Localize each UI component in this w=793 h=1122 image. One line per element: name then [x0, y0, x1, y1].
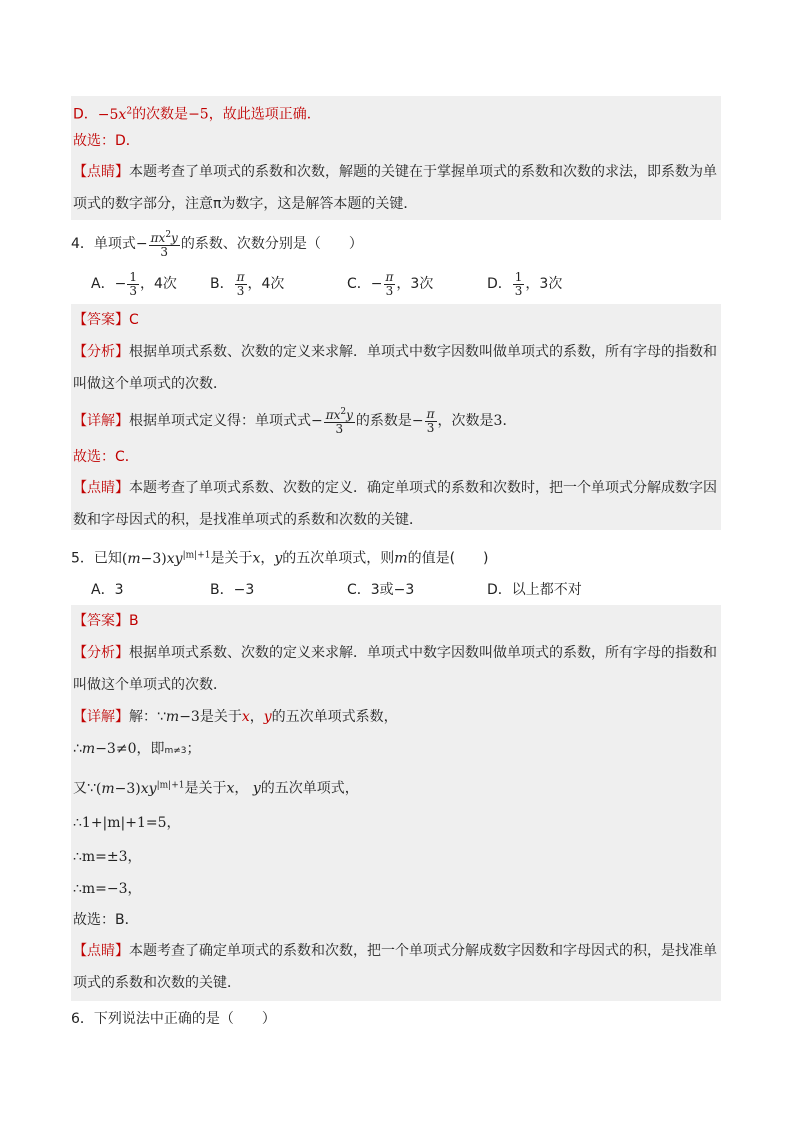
q5-stem: 5．已知$(m-3)xy^{|m|+1}$是关于x，y的五次单项式，则m的值是( ) — [71, 550, 489, 567]
dianjing-line-2: 项式的数字部分，注意π为数字，这是解答本题的关键． — [73, 196, 418, 212]
fenxi-line-2: 叫做这个单项式的次数． — [73, 677, 227, 693]
xiangjie-line-2: ∴m−3≠0，即m≠3； — [73, 741, 201, 757]
q3-solution-tail — [71, 96, 721, 220]
q5-option-c[interactable]: C．3或−3 — [347, 582, 415, 598]
q5-options — [91, 575, 721, 605]
q4-option-d[interactable]: D． $\frac{1}{3}$ ，3次 — [487, 269, 563, 298]
xiangjie-line-6: ∴m=−3， — [73, 881, 142, 897]
q4-option-c[interactable]: C．− $\frac{\pi}{3}$ ，3次 — [347, 269, 434, 298]
xiangjie-line-1: 【详解】解：∵m−3是关于x，y的五次单项式系数， — [73, 709, 398, 725]
dianjing-line-2: 项式的系数和次数的关键． — [73, 975, 241, 991]
q4-option-a[interactable]: A．− $\frac{1}{3}$ ，4次 — [91, 269, 177, 298]
xiangjie-line-4: ∴1+|m|+1=5， — [73, 815, 181, 831]
q4-option-b[interactable]: B． $\frac{\pi}{3}$ ，4次 — [210, 269, 285, 298]
option-d-analysis: D．$-5x^2$的次数是−5，故此选项正确． — [73, 106, 321, 123]
q4-stem: 4．单项式− $\frac{\pi x^2y}{3}$ 的系数、次数分别是（ ） — [71, 230, 363, 259]
dianjing-line-1: 【点睛】本题考查了单项式系数、次数的定义．确定单项式的系数和次数时，把一个单项式分解成数字因 — [73, 480, 717, 496]
q5-solution — [71, 605, 721, 1001]
q5-option-a[interactable]: A．3 — [91, 582, 124, 598]
dianjing-line-1: 【点睛】本题考查了确定单项式的系数和次数，把一个单项式分解成数字因数和字母因式的积，是找准单 — [73, 943, 717, 959]
fenxi-line-1: 【分析】根据单项式系数、次数的定义来求解．单项式中数字因数叫做单项式的系数，所有字母的指数和 — [73, 645, 717, 661]
q5-option-b[interactable]: B．−3 — [210, 582, 255, 598]
xiangjie-line-3: 又$\because(m-3)xy^{|m|+1}$是关于x， y的五次单项式， — [73, 780, 359, 797]
q4-solution — [71, 304, 721, 530]
choice-line: 故选：C． — [73, 449, 139, 465]
xiangjie-line: 【详解】根据单项式定义得：单项式式− $\frac{\pi x^2y}{3}$ 的系数是− $\frac{\pi}{3}$ ，次数是3． — [73, 406, 517, 436]
choice-line: 故选：D． — [73, 133, 140, 149]
choice-line: 故选：B． — [73, 912, 139, 928]
q6-stem: 6．下列说法中正确的是（ ） — [71, 1011, 276, 1027]
fenxi-line-1: 【分析】根据单项式系数、次数的定义来求解．单项式中数字因数叫做单项式的系数，所有字母的指数和 — [73, 344, 717, 360]
q4-options — [91, 266, 721, 302]
dianjing-line-1: 【点睛】本题考查了单项式的系数和次数，解题的关键在于掌握单项式的系数和次数的求法，即系数为单 — [73, 164, 717, 180]
fenxi-line-2: 叫做这个单项式的次数． — [73, 376, 227, 392]
q4-monomial: $\frac{\pi x^2y}{3}$ — [150, 230, 178, 259]
xiangjie-line-5: ∴m=±3， — [73, 849, 142, 865]
q5-option-d[interactable]: D．以上都不对 — [487, 582, 582, 598]
answer-line: 【答案】C — [73, 312, 139, 328]
answer-line: 【答案】B — [73, 613, 139, 629]
dianjing-line-2: 数和字母因式的积，是找准单项式的系数和次数的关键． — [73, 512, 423, 528]
